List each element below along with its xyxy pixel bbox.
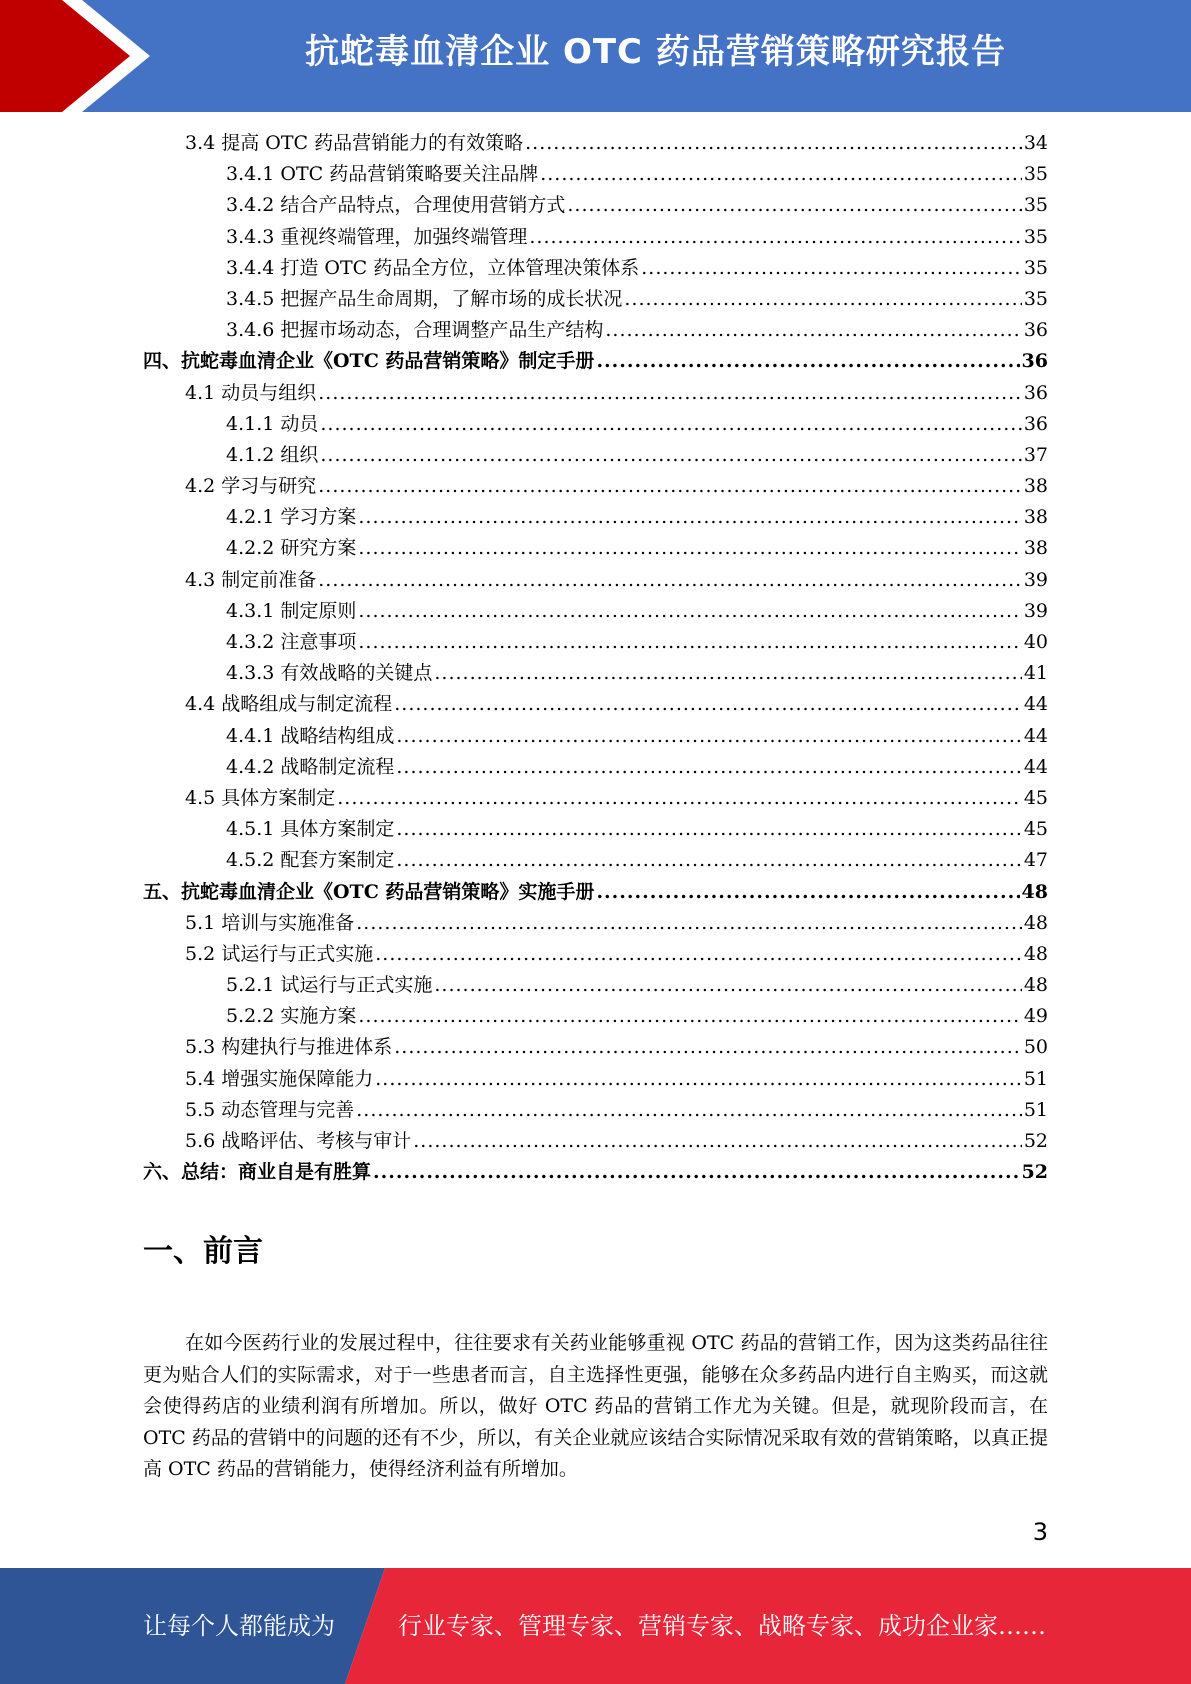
toc-entry-page: 38 (1023, 475, 1048, 498)
toc-dot-leader (358, 502, 1021, 533)
header-arrow-decoration (0, 0, 160, 112)
toc-entry-label: 3.4.3 重视终端管理，加强终端管理 (226, 225, 528, 248)
toc-entry-label: 4.2.2 研究方案 (226, 537, 357, 560)
toc-dot-leader (396, 752, 1021, 783)
toc-entry[interactable] (143, 159, 1048, 190)
toc-dot-leader (605, 315, 1021, 346)
toc-dot-leader (596, 346, 1019, 377)
toc-entry[interactable] (143, 346, 1048, 377)
toc-entry-page: 44 (1023, 693, 1048, 716)
toc-entry-label: 4.2 学习与研究 (185, 475, 317, 498)
toc-dot-leader (356, 1095, 1022, 1126)
footer-slogan-right: 行业专家、管理专家、营销专家、战略专家、成功企业家…… (398, 1612, 1046, 1640)
toc-dot-leader (358, 533, 1021, 564)
toc-entry[interactable] (143, 533, 1048, 564)
toc-dot-leader (529, 222, 1021, 253)
toc-entry-page: 51 (1023, 1098, 1048, 1121)
toc-entry[interactable] (143, 378, 1048, 409)
toc-entry-page: 36 (1023, 412, 1048, 435)
toc-entry-label: 4.5 具体方案制定 (185, 786, 336, 809)
toc-entry-label: 3.4.4 打造 OTC 药品全方位，立体管理决策体系 (226, 256, 640, 279)
toc-dot-leader (356, 908, 1022, 939)
toc-dot-leader (375, 1064, 1022, 1095)
toc-entry-label: 3.4.5 把握产品生命周期，了解市场的成长状况 (226, 287, 623, 310)
toc-dot-leader (434, 658, 1021, 689)
toc-dot-leader (396, 814, 1021, 845)
toc-entry[interactable] (143, 845, 1048, 876)
toc-dot-leader (394, 1032, 1022, 1063)
page-footer (0, 1568, 1191, 1684)
toc-entry-label: 3.4.1 OTC 药品营销策略要关注品牌 (226, 163, 539, 186)
toc-entry[interactable] (143, 128, 1048, 159)
toc-entry[interactable] (143, 908, 1048, 939)
toc-entry-label: 5.6 战略评估、考核与审计 (185, 1130, 412, 1152)
toc-entry[interactable] (143, 502, 1048, 533)
toc-entry[interactable] (143, 284, 1048, 315)
toc-entry-page: 52 (1023, 1130, 1048, 1152)
toc-entry[interactable] (143, 471, 1048, 502)
toc-entry-label: 4.3.3 有效战略的关键点 (226, 662, 433, 685)
toc-entry[interactable] (143, 877, 1048, 908)
toc-dot-leader (320, 409, 1021, 440)
toc-entry-page: 49 (1023, 1005, 1048, 1028)
toc-dot-leader (396, 721, 1021, 752)
toc-dot-leader (337, 783, 1022, 814)
page-number: 3 (1032, 1518, 1048, 1546)
toc-entry-page: 48 (1021, 880, 1048, 903)
toc-entry-label: 5.3 构建执行与推进体系 (185, 1036, 393, 1059)
toc-dot-leader (318, 565, 1022, 596)
toc-entry[interactable] (143, 658, 1048, 689)
toc-entry-page: 44 (1023, 755, 1048, 778)
header-title: 抗蛇毒血清企业 OTC 药品营销策略研究报告 (305, 32, 1006, 72)
toc-entry-page: 38 (1023, 506, 1048, 529)
toc-entry-page: 48 (1023, 974, 1048, 997)
toc-entry-page: 40 (1023, 631, 1048, 653)
toc-entry-page: 47 (1023, 849, 1048, 872)
toc-entry[interactable] (143, 1001, 1048, 1032)
toc-entry[interactable] (143, 315, 1048, 346)
toc-dot-leader (525, 128, 1022, 159)
toc-entry-page: 44 (1023, 724, 1048, 747)
toc-dot-leader (358, 627, 1021, 658)
toc-entry-page: 50 (1023, 1036, 1048, 1059)
toc-entry-label: 3.4 提高 OTC 药品营销能力的有效策略 (185, 132, 524, 154)
toc-entry-label: 五、抗蛇毒血清企业《OTC 药品营销策略》实施手册 (143, 880, 595, 903)
toc-entry-page: 35 (1023, 287, 1048, 310)
toc-dot-leader (567, 190, 1021, 221)
toc-entry-label: 3.4.2 结合产品特点，合理使用营销方式 (226, 194, 566, 217)
toc-entry-page: 39 (1023, 568, 1048, 591)
toc-entry-page: 51 (1023, 1067, 1048, 1090)
toc-entry-label: 5.4 增强实施保障能力 (185, 1067, 374, 1090)
toc-entry-page: 36 (1021, 350, 1048, 373)
toc-dot-leader (624, 284, 1021, 315)
toc-entry-page: 52 (1021, 1161, 1048, 1184)
toc-entry[interactable] (143, 440, 1048, 471)
table-of-contents (143, 128, 1048, 1188)
toc-dot-leader (434, 970, 1021, 1001)
toc-entry-label: 4.3 制定前准备 (185, 568, 317, 591)
toc-entry-label: 5.2.2 实施方案 (226, 1005, 357, 1028)
toc-entry-page: 36 (1023, 381, 1048, 404)
toc-entry-label: 4.3.2 注意事项 (226, 631, 357, 653)
toc-dot-leader (318, 378, 1022, 409)
toc-entry[interactable] (143, 1032, 1048, 1063)
toc-entry-label: 5.1 培训与实施准备 (185, 911, 355, 934)
toc-entry[interactable] (143, 1126, 1048, 1157)
toc-dot-leader (396, 845, 1021, 876)
toc-entry[interactable] (143, 565, 1048, 596)
toc-entry[interactable] (143, 253, 1048, 284)
toc-entry[interactable] (143, 970, 1048, 1001)
toc-dot-leader (320, 440, 1021, 471)
toc-entry-label: 六、总结：商业自是有胜算 (143, 1161, 372, 1184)
toc-entry-page: 34 (1023, 132, 1048, 154)
toc-entry-page: 36 (1023, 319, 1048, 342)
toc-entry[interactable] (143, 689, 1048, 720)
toc-dot-leader (373, 1157, 1020, 1188)
toc-entry-label: 四、抗蛇毒血清企业《OTC 药品营销策略》制定手册 (143, 350, 595, 373)
section-heading: 一、前言 (143, 1234, 263, 1269)
toc-entry[interactable] (143, 596, 1048, 627)
toc-entry[interactable] (143, 752, 1048, 783)
toc-dot-leader (641, 253, 1022, 284)
page-header (0, 0, 1191, 112)
toc-dot-leader (375, 939, 1022, 970)
toc-dot-leader (596, 877, 1019, 908)
toc-dot-leader (394, 689, 1022, 720)
toc-entry-label: 4.5.2 配套方案制定 (226, 849, 395, 872)
body-paragraph: 在如今医药行业的发展过程中，往往要求有关药业能够重视 OTC 药品的营销工作，因为这类药品往往更为贴合人们的实际需求，对于一些患者而言，自主选择性更强，能够在众多药品内进行自主购买，而这就会使得药店的业绩利润有所增加。所以，做好 OTC 药品的营销工作尤为关键。但是，就现阶段而言，在 OTC 药品的营销中的问题的还有不少，所以，有关企业就应该结合实际情况采取有效的营销策略，以真正提高 OTC 药品的营销能力，使得经济利益有所增加。 (143, 1332, 1048, 1480)
toc-entry-page: 38 (1023, 537, 1048, 560)
toc-entry-label: 5.2.1 试运行与正式实施 (226, 974, 433, 997)
toc-entry-label: 4.1.2 组织 (226, 443, 319, 466)
toc-entry[interactable] (143, 783, 1048, 814)
toc-dot-leader (318, 471, 1022, 502)
toc-entry[interactable] (143, 939, 1048, 970)
toc-dot-leader (358, 1001, 1021, 1032)
toc-entry-label: 4.4.2 战略制定流程 (226, 755, 395, 778)
toc-entry-page: 35 (1023, 256, 1048, 279)
toc-dot-leader (358, 596, 1021, 627)
toc-entry-page: 35 (1023, 225, 1048, 248)
toc-entry[interactable] (143, 1095, 1048, 1126)
toc-entry[interactable] (143, 1064, 1048, 1095)
toc-entry-label: 3.4.6 把握市场动态，合理调整产品生产结构 (226, 319, 604, 342)
toc-entry[interactable] (143, 627, 1048, 658)
toc-entry[interactable] (143, 1157, 1048, 1188)
toc-entry-label: 4.4.1 战略结构组成 (226, 724, 395, 747)
toc-entry-page: 35 (1023, 194, 1048, 217)
toc-entry[interactable] (143, 721, 1048, 752)
footer-slogan-left: 让每个人都能成为 (143, 1612, 335, 1640)
toc-entry-label: 4.3.1 制定原则 (226, 599, 357, 622)
toc-entry[interactable] (143, 190, 1048, 221)
toc-dot-leader (413, 1126, 1022, 1157)
toc-entry[interactable] (143, 222, 1048, 253)
toc-dot-leader (540, 159, 1022, 190)
toc-entry-page: 37 (1023, 443, 1048, 466)
toc-entry-label: 5.2 试运行与正式实施 (185, 942, 374, 965)
toc-entry-label: 4.2.1 学习方案 (226, 506, 357, 529)
toc-entry-label: 4.1.1 动员 (226, 412, 319, 435)
toc-entry-label: 4.1 动员与组织 (185, 381, 317, 404)
toc-entry-page: 48 (1023, 911, 1048, 934)
toc-entry-label: 5.5 动态管理与完善 (185, 1098, 355, 1121)
toc-entry-page: 45 (1023, 818, 1048, 841)
toc-entry-page: 39 (1023, 599, 1048, 622)
toc-entry-label: 4.4 战略组成与制定流程 (185, 693, 393, 716)
toc-entry[interactable] (143, 814, 1048, 845)
toc-entry-page: 35 (1023, 163, 1048, 186)
toc-entry-page: 41 (1023, 662, 1048, 685)
toc-entry-page: 48 (1023, 942, 1048, 965)
toc-entry-page: 45 (1023, 786, 1048, 809)
toc-entry-label: 4.5.1 具体方案制定 (226, 818, 395, 841)
toc-entry[interactable] (143, 409, 1048, 440)
